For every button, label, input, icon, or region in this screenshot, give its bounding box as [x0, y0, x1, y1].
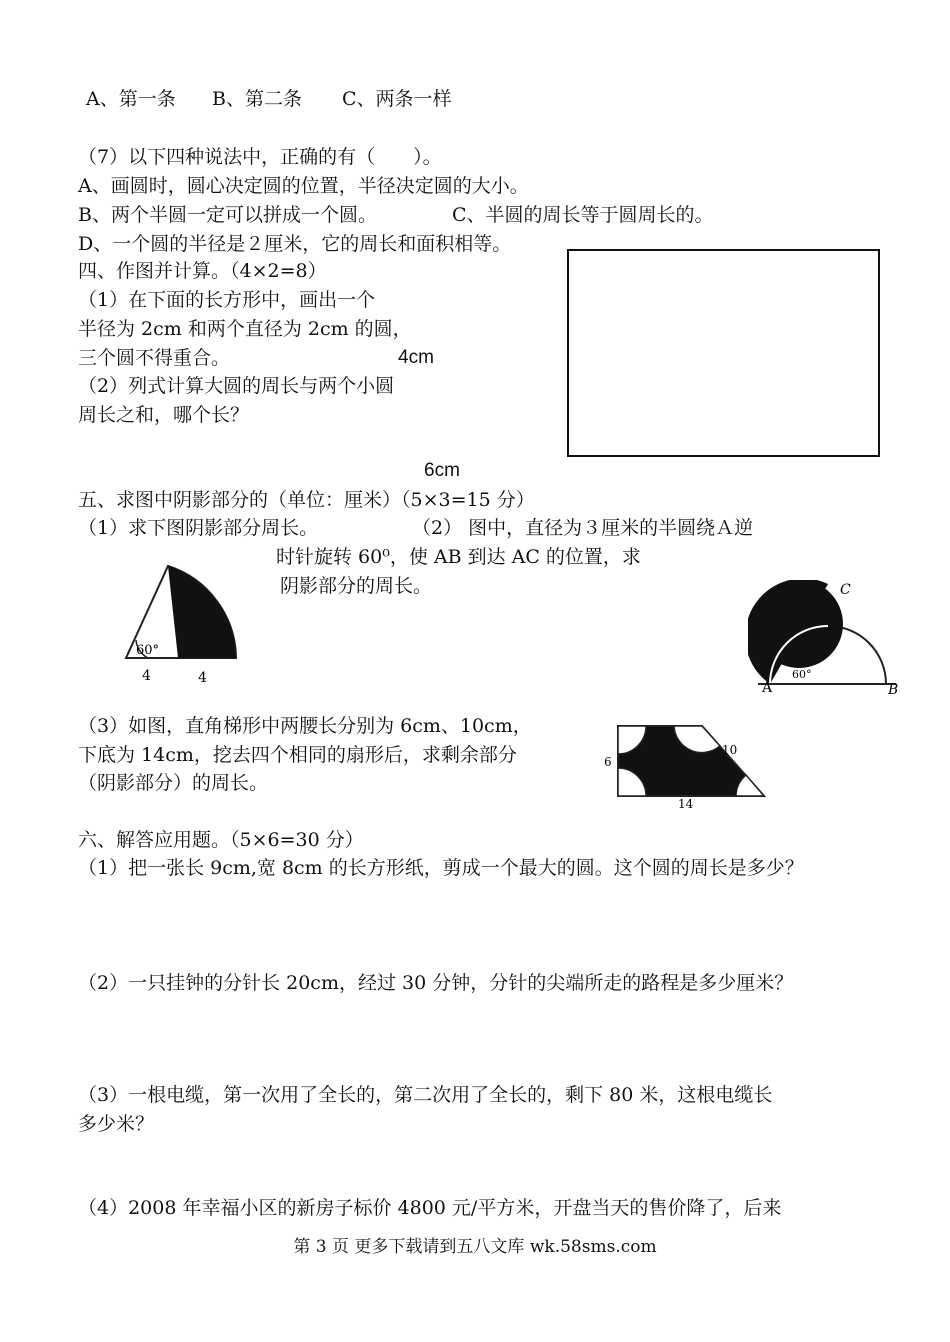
s4-q1-line1: （1）在下面的长方形中，画出一个 [78, 289, 376, 311]
s6-q4: （4）2008 年幸福小区的新房子标价 4800 元/平方米，开盘当天的售价降了，后来 [78, 1197, 782, 1219]
q7-option-d: D、一个圆的半径是２厘米，它的周长和面积相等。 [78, 233, 512, 255]
rect-bottom-label: 6cm [424, 460, 460, 481]
left-side-label: 6 [604, 755, 612, 769]
drawing-rectangle [567, 249, 880, 457]
section4-title: 四、作图并计算。（4×2=8） [78, 260, 327, 282]
s4-q2-line2: 周长之和，哪个长？ [78, 404, 250, 426]
point-b-label: B [888, 682, 899, 698]
q7-option-c: C、半圆的周长等于圆周长的。 [452, 204, 714, 226]
option-b: B、第二条 [212, 88, 302, 110]
s5-q3-line3: （阴影部分）的周长。 [78, 772, 269, 794]
section5-title: 五、求图中阴影部分的（单位：厘米）（5×3=15 分） [78, 489, 535, 511]
q7-stem: （7）以下四种说法中，正确的有（ ）。 [78, 146, 442, 168]
angle-label: 60° [136, 643, 160, 658]
sector-figure [108, 558, 248, 686]
bottom-side-label: 14 [678, 797, 694, 810]
q7-option-b: B、两个半圆一定可以拼成一个圆。 [78, 204, 377, 226]
s6-q2: （2）一只挂钟的分针长 20cm，经过 30 分钟，分针的尖端所走的路程是多少厘米？ [78, 972, 794, 994]
section6-title: 六、解答应用题。（5×6=30 分） [78, 829, 364, 851]
right-side-label: 10 [722, 743, 738, 757]
rect-side-label: 4cm [398, 347, 434, 368]
option-a: A、第一条 [86, 88, 176, 110]
s4-q1-line2: 半径为 2cm 和两个直径为 2cm 的圆， [78, 318, 412, 340]
point-c-label: C [840, 582, 851, 598]
semicircle-ac [755, 580, 843, 668]
s4-q1-line3: 三个圆不得重合。 [78, 347, 231, 369]
s5-q1: （1）求下图阴影部分周长。 [78, 517, 319, 539]
s5-q3-line2: 下底为 14cm，挖去四个相同的扇形后，求剩余部分 [78, 744, 517, 766]
trapezoid-figure [598, 718, 774, 810]
left-length-label: 4 [142, 668, 151, 684]
rotated-semicircle-figure [748, 580, 908, 700]
s5-q2-line1: （2） 图中，直径为３厘米的半圆绕Ａ逆 [412, 517, 754, 539]
s6-q3-line2: 多少米？ [78, 1113, 155, 1135]
s5-q2-line3: 阴影部分的周长。 [280, 575, 433, 597]
point-a-label: A [762, 680, 773, 696]
s6-q1: （1）把一张长 9cm,宽 8cm 的长方形纸，剪成一个最大的圆。这个圆的周长是多少？ [78, 857, 804, 879]
q7-option-a: A、画圆时，圆心决定圆的位置，半径决定圆的大小。 [78, 175, 529, 197]
shaded-region [168, 566, 236, 658]
s5-q2-line2: 时针旋转 60⁰，使 AB 到达 AC 的位置，求 [276, 546, 641, 568]
right-length-label: 4 [198, 670, 207, 686]
s5-q3-line1: （3）如图，直角梯形中两腰长分别为 6cm、10cm， [78, 715, 532, 737]
s6-q3-line1: （3）一根电缆，第一次用了全长的，第二次用了全长的，剩下 80 米，这根电缆长 [78, 1084, 773, 1106]
page-footer: 第 3 页 更多下载请到五八文库 wk.58sms.com [293, 1237, 657, 1257]
angle-label: 60° [792, 668, 812, 681]
option-c: C、两条一样 [342, 88, 452, 110]
s4-q2-line1: （2）列式计算大圆的周长与两个小圆 [78, 375, 395, 397]
